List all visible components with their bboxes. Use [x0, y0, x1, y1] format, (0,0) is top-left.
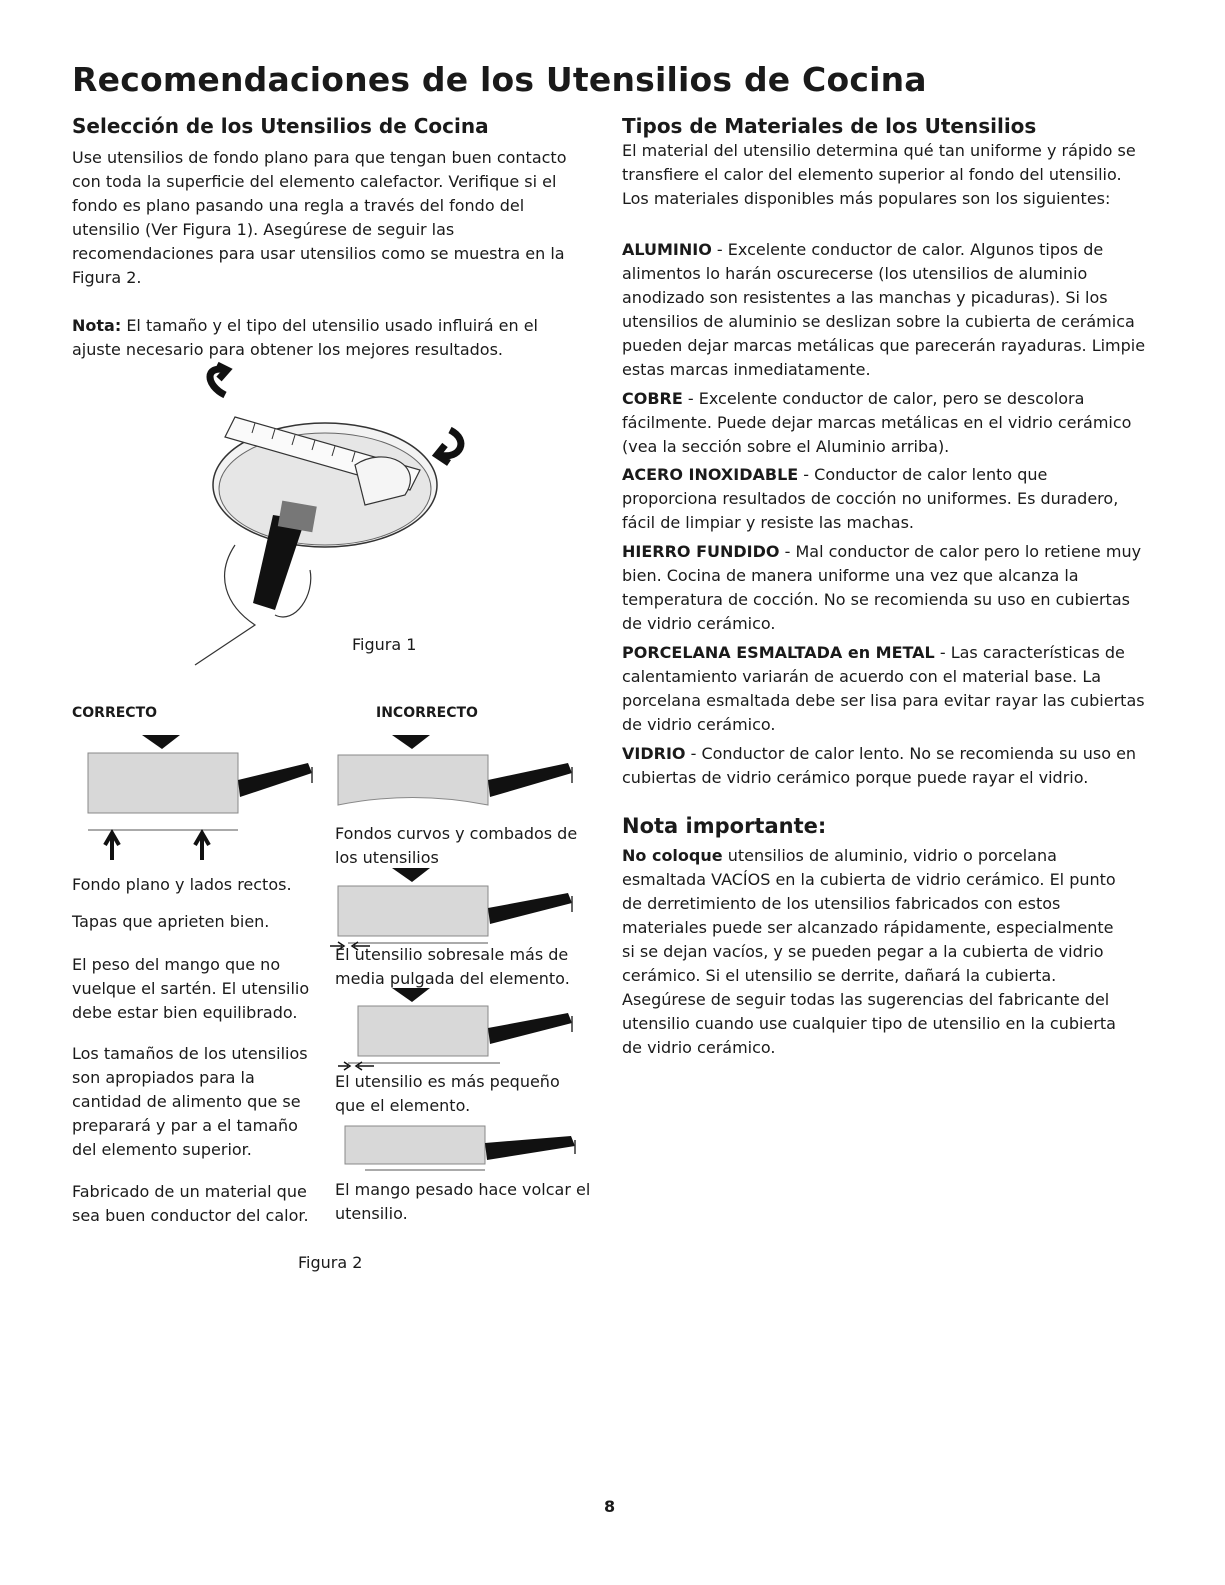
section-heading-materials: Tipos de Materiales de los Utensilios — [622, 114, 1037, 138]
correct-item-handle-weight: El peso del mango que no vuelque el sartén. El utensilio debe estar bien equilibrado. — [72, 955, 310, 1022]
incorrect-item-curved: Fondos curvos y combados de los utensilios — [335, 824, 578, 867]
important-body: utensilios de aluminio, vidrio o porcelana esmaltada VACÍOS en la cubierta de vidrio cerámico. El punto de derretimiento de los utensilios fabricados con estos materiales puede ser alcanzado rápidamente, especialmente si se dejan vacíos, y se pueden pegar a la cubierta de vidrio cerámico. Si el utensilio se derrite, dañará la cubierta. Asegúrese de seguir todas las sugerencias del fabricante del utensilio cuando use cualquier tipo de utensilio en la cubierta de vidrio cerámico. — [622, 846, 1116, 1057]
figure-1-illustration — [195, 365, 485, 665]
incorrect-pan-overhang-illustration — [330, 868, 585, 948]
correct-item-flat-bottom: Fondo plano y lados rectos. — [72, 875, 292, 894]
material-text: - Mal conductor de calor pero lo retiene muy bien. Cocina de manera uniforme una vez que alcanza la temperatura de cocción. No se recomienda su uso en cubiertas de vidrio cerámico. — [622, 542, 1142, 633]
material-term: HIERRO FUNDIDO — [622, 542, 780, 561]
figure-2-caption: Figura 2 — [298, 1253, 363, 1272]
incorrect-pan-curved-illustration — [330, 735, 585, 815]
important-note-heading: Nota importante: — [622, 814, 827, 838]
incorrect-pan-small-illustration — [330, 988, 585, 1068]
material-cobre — [622, 387, 1147, 459]
correct-item-sizes: Los tamaños de los utensilios son apropiados para la cantidad de alimento que se preparará y par a el tamaño del elemento superior. — [72, 1044, 308, 1159]
rotate-right-icon — [437, 430, 461, 463]
rotate-left-icon — [210, 365, 227, 395]
material-term: ALUMINIO — [622, 240, 712, 259]
material-term: PORCELANA ESMALTADA en METAL — [622, 643, 935, 662]
material-aluminio — [622, 238, 1147, 382]
material-term: COBRE — [622, 389, 683, 408]
material-text: - Excelente conductor de calor. Algunos tipos de alimentos lo harán oscurecerse (los utensilios de aluminio anodizado son resistentes a las manchas y picaduras). Si los utensilios de aluminio se deslizan sobre la cubierta de cerámica pueden dejar marcas metálicas que parecerán rayaduras. Limpie estas marcas inmediatamente. — [622, 240, 1146, 379]
correct-label: CORRECTO — [72, 705, 158, 721]
incorrect-item-overhang: El utensilio sobresale más de media pulgada del elemento. — [335, 945, 570, 988]
material-hierro — [622, 540, 1147, 636]
material-vidrio — [622, 742, 1147, 790]
materials-intro: El material del utensilio determina qué tan uniforme y rápido se transfiere el calor del elemento superior al fondo del utensilio. Los materiales disponibles más populares son los siguientes: — [622, 141, 1136, 208]
incorrect-pan-heavy-handle-illustration — [345, 1118, 585, 1173]
material-acero — [622, 463, 1147, 535]
material-text: - Excelente conductor de calor, pero se descolora fácilmente. Puede dejar marcas metálicas en el vidrio cerámico (vea la sección sobre el Aluminio arriba). — [622, 389, 1132, 456]
correct-item-material: Fabricado de un material que sea buen conductor del calor. — [72, 1182, 309, 1225]
correct-item-lids: Tapas que aprieten bien. — [72, 912, 270, 931]
section-heading-selection: Selección de los Utensilios de Cocina — [72, 114, 489, 138]
page-number: 8 — [604, 1497, 616, 1516]
material-text: - Conductor de calor lento que proporciona resultados de cocción no uniformes. Es duradero, fácil de limpiar y resiste las machas. — [622, 465, 1119, 532]
page-title: Recomendaciones de los Utensilios de Cocina — [72, 60, 927, 99]
material-porcelana — [622, 641, 1147, 737]
material-term: VIDRIO — [622, 744, 686, 763]
note-label: Nota: — [72, 316, 122, 335]
important-bold: No coloque — [622, 846, 723, 865]
note-text: El tamaño y el tipo del utensilio usado influirá en el ajuste necesario para obtener los mejores resultados. — [72, 316, 538, 359]
material-text: - Las características de calentamiento variarán de acuerdo con el material base. La porcelana esmaltada debe ser lisa para evitar rayar las cubiertas de vidrio cerámico. — [622, 643, 1145, 734]
correct-pan-illustration — [80, 735, 325, 865]
hand-outline — [195, 545, 311, 665]
incorrect-label: INCORRECTO — [376, 705, 478, 721]
figure-1-caption: Figura 1 — [352, 635, 417, 654]
incorrect-item-small: El utensilio es más pequeño que el elemento. — [335, 1072, 560, 1115]
incorrect-item-heavy-handle: El mango pesado hace volcar el utensilio. — [335, 1180, 591, 1223]
material-term: ACERO INOXIDABLE — [622, 465, 799, 484]
selection-intro: Use utensilios de fondo plano para que tengan buen contacto con toda la superficie del elemento calefactor. Verifique si el fondo es plano pasando una regla a través del fondo del utensilio (Ver Figura 1). Asegúrese de seguir las recomendaciones para usar utensilios como se muestra en la Figura 2. — [72, 148, 567, 287]
note-paragraph — [72, 314, 582, 362]
important-note-text — [622, 844, 1117, 1060]
material-text: - Conductor de calor lento. No se recomienda su uso en cubiertas de vidrio cerámico porque puede rayar el vidrio. — [622, 744, 1137, 787]
